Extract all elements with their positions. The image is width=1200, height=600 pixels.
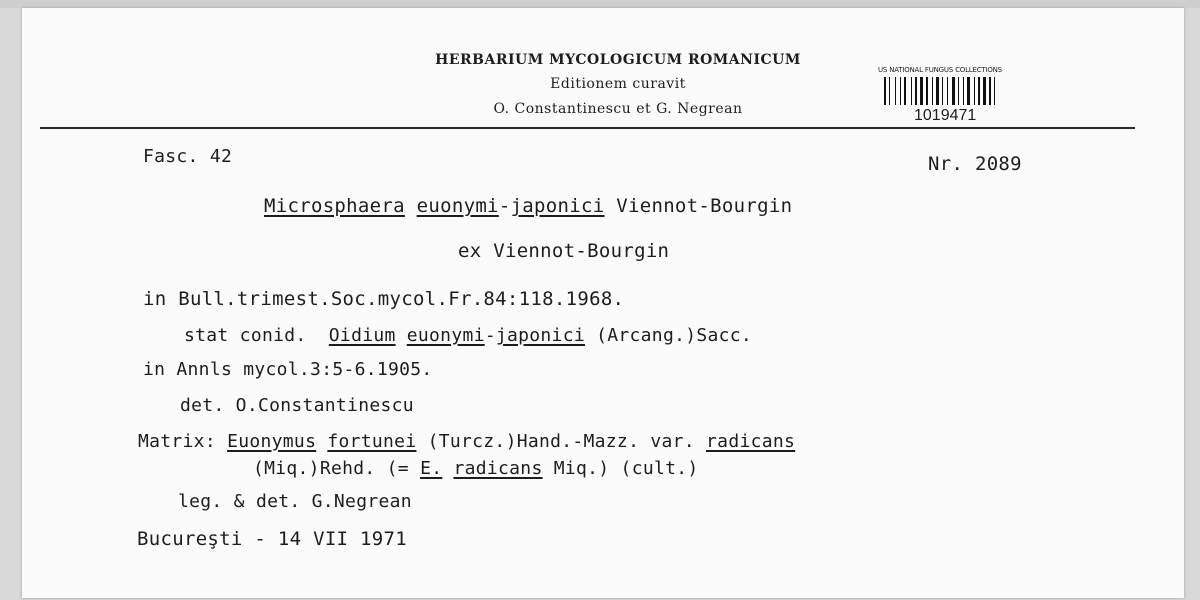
anamorph-epithet-a: euonymi bbox=[406, 325, 485, 346]
taxon-genus: Microsphaera bbox=[264, 195, 405, 217]
matrix-line-1 bbox=[138, 431, 795, 452]
matrix-author: (Turcz.)Hand.-Mazz. var. bbox=[427, 431, 695, 452]
herbarium-title: HERBARIUM MYCOLOGICUM ROMANICUM bbox=[435, 52, 801, 68]
taxon-author: Viennot-Bourgin bbox=[616, 195, 793, 217]
taxon-epithet-a: euonymi bbox=[416, 195, 499, 217]
collector: leg. & det. G.Negrean bbox=[178, 491, 412, 512]
matrix-line-2 bbox=[253, 458, 699, 479]
barcode-icon bbox=[884, 77, 1024, 105]
herbarium-editors: O. Constantinescu et G. Negrean bbox=[493, 101, 743, 117]
matrix-label: Matrix: bbox=[138, 431, 216, 452]
matrix-genus: Euonymus bbox=[227, 431, 317, 452]
locality-date: Bucureşti - 14 VII 1971 bbox=[137, 528, 407, 550]
anamorph-author: (Arcang.)Sacc. bbox=[596, 325, 753, 346]
matrix-line2-tail: Miq.) (cult.) bbox=[553, 458, 699, 479]
matrix-variety: radicans bbox=[706, 431, 796, 452]
exsiccata-number: Nr. 2089 bbox=[928, 153, 1022, 175]
matrix-abbr: E. bbox=[420, 458, 443, 479]
barcode-label bbox=[878, 66, 1024, 126]
taxon-epithet-b: japonici bbox=[510, 195, 605, 217]
anamorph-line bbox=[184, 325, 752, 346]
anamorph-hyphen: - bbox=[484, 325, 496, 346]
anamorph-genus: Oidium bbox=[328, 325, 396, 346]
matrix-line2-author: (Miq.)Rehd. (= bbox=[253, 458, 409, 479]
fascicle-number: Fasc. 42 bbox=[143, 146, 233, 167]
header-divider bbox=[40, 127, 1135, 129]
determiner: det. O.Constantinescu bbox=[180, 395, 414, 416]
taxon-ex-author: ex Viennot-Bourgin bbox=[458, 240, 670, 262]
publication-citation: in Bull.trimest.Soc.mycol.Fr.84:118.1968. bbox=[143, 288, 625, 310]
background-strip bbox=[0, 0, 1200, 8]
taxon-hyphen: - bbox=[498, 195, 511, 217]
anamorph-epithet-b: japonici bbox=[495, 325, 585, 346]
matrix-syn-epithet: radicans bbox=[453, 458, 543, 479]
matrix-species: fortunei bbox=[327, 431, 417, 452]
barcode-number: 1019471 bbox=[914, 107, 977, 124]
barcode-collection: US NATIONAL FUNGUS COLLECTIONS bbox=[878, 66, 1002, 74]
anamorph-prefix: stat conid. bbox=[184, 325, 307, 346]
taxon-name bbox=[264, 195, 792, 217]
herbarium-subtitle: Editionem curavit bbox=[550, 76, 686, 92]
anamorph-citation: in Annls mycol.3:5-6.1905. bbox=[143, 359, 433, 380]
